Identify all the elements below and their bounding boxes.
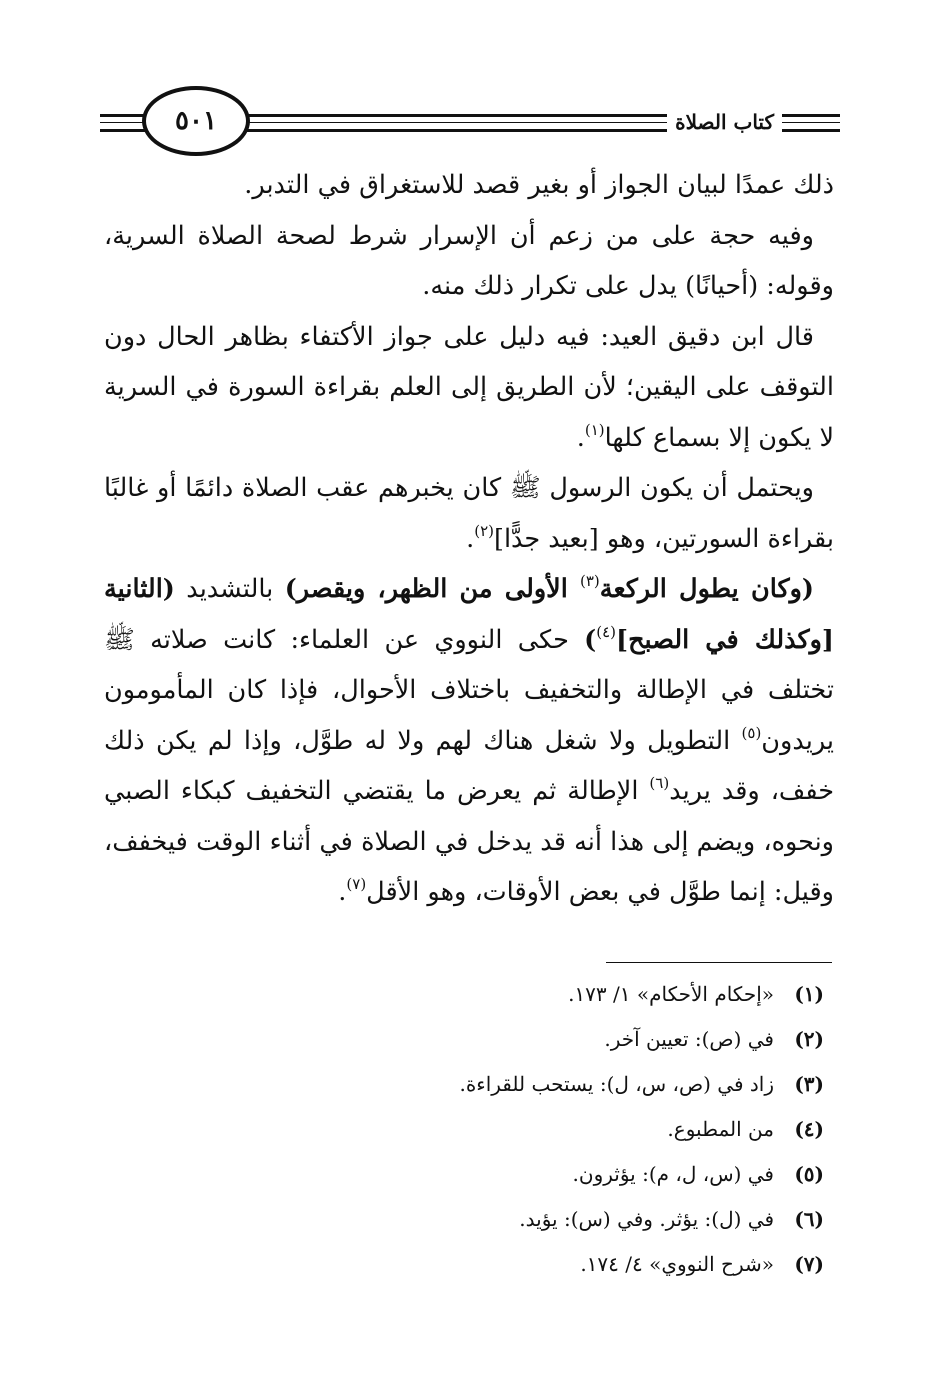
paragraph-2: وفيه حجة على من زعم أن الإسرار شرط لصحة الصلاة السرية، وقوله: (أحيانًا) يدل على تكرار ذلك منه. xyxy=(104,220,834,301)
footnote-ref-4: (٤) xyxy=(596,622,617,641)
footnote-number: (٦) xyxy=(794,1207,824,1231)
footnote-ref-1: (١) xyxy=(584,420,605,439)
footnote-ref-7: (٧) xyxy=(346,875,367,893)
footnote xyxy=(300,1197,824,1242)
footnote-number: (٢) xyxy=(794,1027,824,1051)
paragraph-1: ذلك عمدًا لبيان الجواز أو بغير قصد للاستغراق في التدبر. xyxy=(244,170,834,200)
footnote-ref-3: (٣) xyxy=(580,572,600,590)
footnote-number: (٣) xyxy=(794,1072,824,1096)
footnote-number: (٧) xyxy=(794,1252,824,1276)
footnote-text: «إحكام الأحكام» ١/ ١٧٣. xyxy=(568,982,774,1006)
footnote xyxy=(300,1017,824,1062)
footnote-text: في (س، ل، م): يؤثرون. xyxy=(572,1162,774,1186)
page-number-badge xyxy=(142,86,250,156)
footnote-number: (٥) xyxy=(794,1162,824,1186)
footnote xyxy=(300,1062,824,1107)
paragraph-4-text: ويحتمل أن يكون الرسول ﷺ كان يخبرهم عقب الصلاة دائمًا أو غالبًا بقراءة السورتين، وهو [بعيد جدًّا] xyxy=(104,473,834,554)
paragraph-5: (وكان يطول الركعة$^{(٣)}$ الأولى من الظهر، ويقصر) بالتشديد (الثانية [وكذلك في الصبح]$^{(٤)}$) حكى النووي عن العلماء: كانت صلاته ﷺ تختلف في الإطالة والتخفيف باختلاف الأحوال، فإذا كان المأمومون يريدون$^{(٥)}$ التطويل ولا شغل هناك لهم ولا له طوَّل، وإذا لم يكن ذلك خفف، وقد يريد$^{(٦)}$ الإطالة ثم يعرض ما يقتضي التخفيف كبكاء الصبي ونحوه، ويضم إلى هذا أنه قد يدخل في الصلاة في أثناء الوقت فيخفف، وقيل: إنما طوَّل في بعض الأوقات، وهو الأقل$^{(٧)}$. xyxy=(104,572,834,907)
main-text xyxy=(104,160,834,918)
page-header xyxy=(100,84,840,160)
footnote-ref-5: (٥) xyxy=(741,723,762,742)
footnote-text: «شرح النووي» ٤/ ١٧٤. xyxy=(580,1252,774,1276)
matn-quote-3: (الثانية [وكذلك في الصبح] xyxy=(104,574,834,655)
page-number: ٥٠١ xyxy=(175,106,217,136)
paragraph-3-text: قال ابن دقيق العيد: فيه دليل على جواز الأكتفاء بظاهر الحال دون التوقف على اليقين؛ لأن الطريق إلى العلم بقراءة السورة في السرية لا يكون إلا بسماع كلها xyxy=(104,321,834,453)
footnote-text: في (ص): تعيين آخر. xyxy=(604,1027,774,1051)
paragraph-4: ويحتمل أن يكون الرسول ﷺ كان يخبرهم عقب الصلاة دائمًا أو غالبًا بقراءة السورتين، وهو [بعيد جدًّا]$^{(٢)}$. xyxy=(104,473,834,554)
footnote xyxy=(300,1242,824,1287)
footnote-ref-2: (٢) xyxy=(474,521,494,540)
footnote xyxy=(300,1107,824,1152)
footnotes xyxy=(300,972,824,1287)
footnote-ref-6: (٦) xyxy=(649,774,670,792)
footnote-number: (١) xyxy=(794,982,824,1006)
footnote-text: زاد في (ص، س، ل): يستحب للقراءة. xyxy=(459,1072,774,1096)
running-title: كتاب الصلاة xyxy=(667,110,782,134)
paragraph-3: قال ابن دقيق العيد: فيه دليل على جواز الأكتفاء بظاهر الحال دون التوقف على اليقين؛ لأن الطريق إلى العلم بقراءة السورة في السرية لا يكون إلا بسماع كلها$^{(١)}$. xyxy=(104,321,834,453)
footnote xyxy=(300,972,824,1017)
footnote xyxy=(300,1152,824,1197)
footnote-text: من المطبوع. xyxy=(667,1117,774,1141)
matn-quote-2: الأولى من الظهر، ويقصر) xyxy=(284,574,580,604)
footnote-separator xyxy=(606,962,832,963)
footnote-number: (٤) xyxy=(794,1117,824,1141)
matn-quote-1: (وكان يطول الركعة xyxy=(599,574,814,604)
footnote-text: في (ل): يؤثر. وفي (س): يؤيد. xyxy=(519,1207,774,1231)
